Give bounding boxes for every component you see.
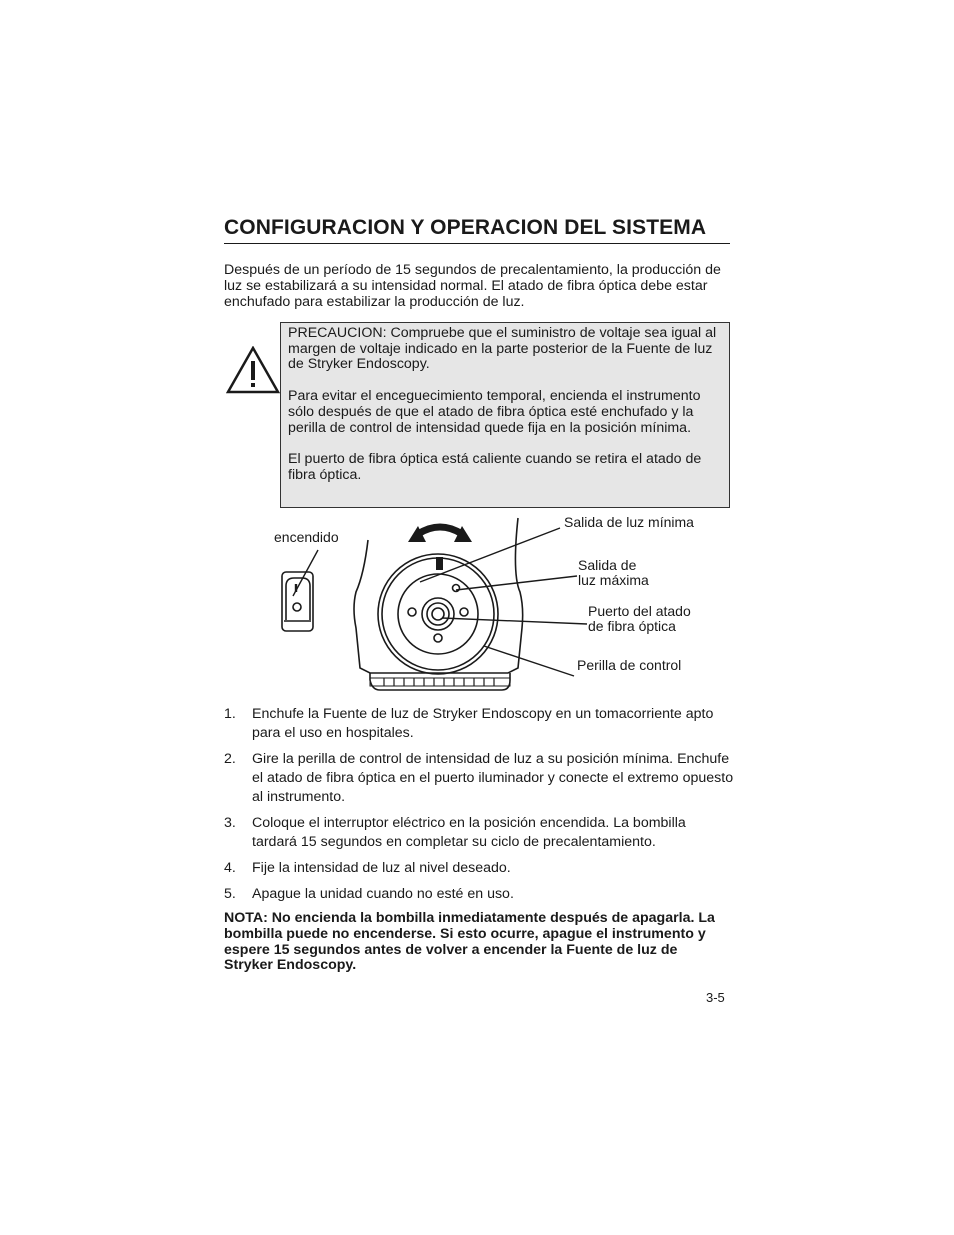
control-knob-icon [378, 554, 498, 674]
caution-paragraph: PRECAUCION: Compruebe que el suministro de voltaje sea igual al margen de voltaje indicado en la parte posterior de la Fuente de luz de Stryker Endoscopy. [288, 325, 717, 373]
power-switch-icon [282, 572, 313, 631]
label-min-output: Salida de luz mínima [564, 514, 694, 530]
list-item: 3. Coloque el interruptor eléctrico en la posición encendida. La bombilla tardará 15 segundos en completar su ciclo de precalentamiento. [224, 815, 686, 850]
list-item: 2. Gire la perilla de control de intensidad de luz a su posición mínima. Enchufe el atado de fibra óptica en el puerto iluminador y conecte el extremo opuesto al instrumento. [224, 751, 734, 805]
label-control-knob: Perilla de control [577, 657, 682, 673]
note-paragraph: NOTA: No encienda la bombilla inmediatamente después de apagarla. La bombilla puede no encenderse. Si esto ocurre, apague el instrumento y espere 15 segundos antes de volver a encender la Fuente de luz de Stryker Endoscopy. [224, 910, 715, 974]
label-fiber-port: Puerto del atado de fibra óptica [588, 603, 691, 634]
page-title: CONFIGURACION Y OPERACION DEL SISTEMA [224, 216, 730, 244]
intro-paragraph: Después de un período de 15 segundos de precalentamiento, la producción de luz se estabilizará a su intensidad normal. El atado de fibra óptica debe estar enchufado para estabilizar la producción de luz. [224, 262, 721, 310]
list-item: 1. Enchufe la Fuente de luz de Stryker Endoscopy en un tomacorriente apto para el uso en hospitales. [224, 706, 714, 741]
light-source-diagram [220, 508, 740, 698]
rotation-arrow-icon [408, 526, 472, 542]
list-item: 4. Fije la intensidad de luz al nivel deseado. [224, 860, 511, 876]
label-encendido: encendido [274, 529, 339, 545]
caution-paragraph: Para evitar el enceguecimiento temporal, encienda el instrumento sólo después de que el atado de fibra óptica esté enchufado y la perilla de control de intensidad quede fija en la posición mínima. [288, 388, 701, 436]
warning-triangle-icon [226, 346, 280, 394]
caution-paragraph: El puerto de fibra óptica está caliente cuando se retira el atado de fibra óptica. [288, 451, 702, 483]
list-item: 5. Apague la unidad cuando no esté en uso. [224, 886, 514, 902]
procedure-steps [224, 705, 734, 911]
label-max-output: Salida de luz máxima [578, 557, 649, 588]
page-number: 3-5 [706, 990, 725, 1005]
caution-box [280, 322, 730, 508]
